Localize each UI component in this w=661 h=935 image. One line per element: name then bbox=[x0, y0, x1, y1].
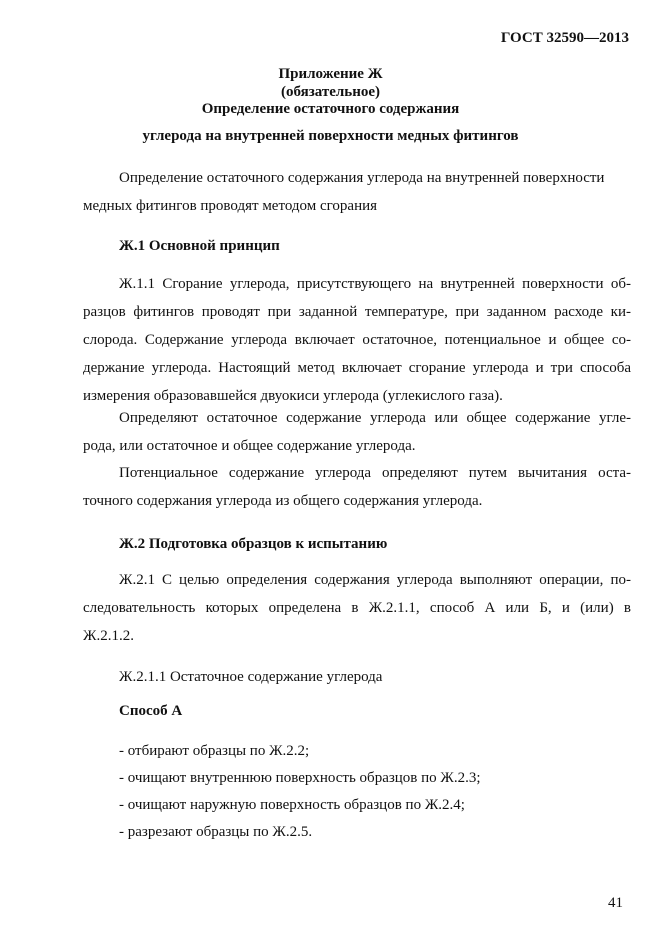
step-item: - отбирают образцы по Ж.2.2; bbox=[119, 743, 310, 759]
paragraph-line: Ж.2.1 С целью определения содержания углерода выполняют операции, по- bbox=[119, 572, 631, 588]
intro-paragraph bbox=[83, 164, 631, 220]
section2-heading: Ж.2 Подготовка образцов к испытанию bbox=[119, 536, 388, 552]
intro-line-1: Определение остаточного содержания углерода на внутренней поверхности bbox=[119, 170, 605, 186]
method-title: Способ А bbox=[119, 703, 183, 719]
paragraph-line: слорода. Содержание углерода включает остаточное, потенциальное и общее со- bbox=[83, 332, 631, 348]
section2-paragraph-1 bbox=[83, 566, 631, 650]
paragraph-line: следовательность которых определена в Ж.2.1.1, способ А или Б, и (или) в bbox=[83, 600, 631, 616]
appendix-title: Приложение Ж bbox=[278, 66, 383, 82]
paragraph-line: Ж.1.1 Сгорание углерода, присутствующего на внутренней поверхности об- bbox=[119, 276, 631, 292]
section1-paragraph-3 bbox=[83, 459, 631, 515]
paragraph-line: Потенциальное содержание углерода определяют путем вычитания оста- bbox=[119, 465, 631, 481]
section1-paragraph-1 bbox=[83, 270, 631, 410]
paragraph-line: Определяют остаточное содержание углерода или общее содержание угле- bbox=[119, 410, 631, 426]
appendix-heading-line2: углерода на внутренней поверхности медных фитингов bbox=[142, 128, 519, 144]
step-item: - разрезают образцы по Ж.2.5. bbox=[119, 824, 313, 840]
section1-paragraph-2 bbox=[83, 404, 631, 460]
subsection-heading: Ж.2.1.1 Остаточное содержание углерода bbox=[119, 669, 383, 685]
paragraph-line: Ж.2.1.2. bbox=[83, 628, 134, 644]
paragraph-line: точного содержания углерода из общего содержания углерода. bbox=[83, 493, 483, 509]
appendix-heading-line1: Определение остаточного содержания bbox=[201, 101, 460, 117]
appendix-status: (обязательное) bbox=[280, 84, 381, 100]
standard-code: ГОСТ 32590—2013 bbox=[500, 30, 629, 46]
paragraph-line: разцов фитингов проводят при заданной температуре, при заданном расходе ки- bbox=[83, 304, 631, 320]
intro-line-2: медных фитингов проводят методом сгорания bbox=[83, 198, 378, 214]
step-item: - очищают внутреннюю поверхность образцов по Ж.2.3; bbox=[119, 770, 481, 786]
page-number: 41 bbox=[608, 895, 623, 911]
paragraph-line: измерения образовавшейся двуокиси углерода (углекислого газа). bbox=[83, 388, 503, 404]
paragraph-line: рода, или остаточное и общее содержание углерода. bbox=[83, 438, 416, 454]
section1-heading: Ж.1 Основной принцип bbox=[119, 238, 280, 254]
paragraph-line: держание углерода. Настоящий метод включает сгорание углерода и три способа bbox=[83, 360, 631, 376]
step-item: - очищают наружную поверхность образцов по Ж.2.4; bbox=[119, 797, 465, 813]
